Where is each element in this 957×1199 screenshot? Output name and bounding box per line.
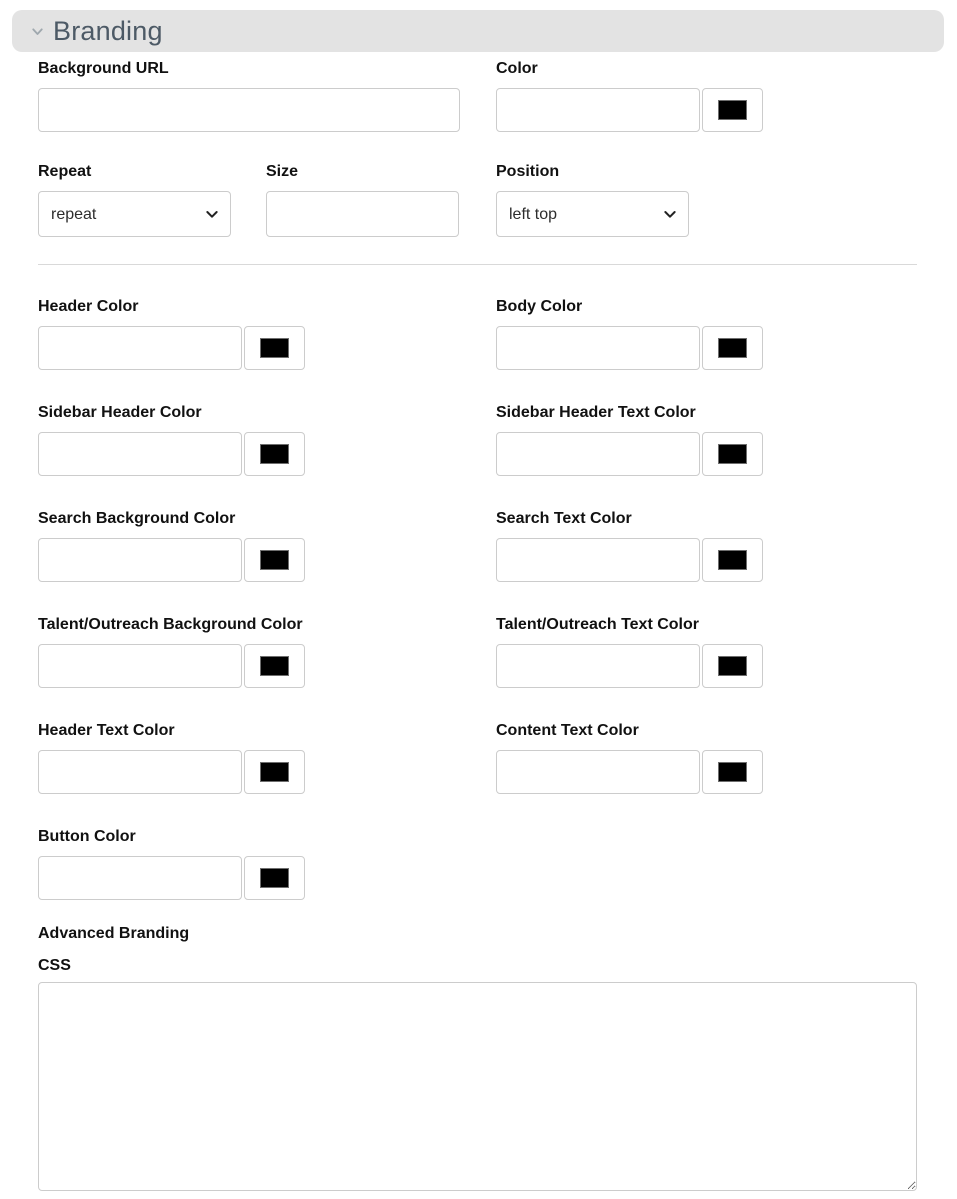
position-label: Position (496, 163, 560, 180)
talent-outreach-background-color-input[interactable] (38, 644, 242, 688)
color-swatch (260, 868, 289, 888)
header-text-color-label: Header Text Color (38, 722, 175, 739)
content-text-color-label: Content Text Color (496, 722, 639, 739)
talent-outreach-background-color-label: Talent/Outreach Background Color (38, 616, 303, 633)
search-background-color-input[interactable] (38, 538, 242, 582)
color-swatch (260, 762, 289, 782)
divider (38, 264, 917, 265)
repeat-select[interactable] (38, 191, 231, 237)
search-text-color-input[interactable] (496, 538, 700, 582)
body-color-swatch-button[interactable] (702, 326, 763, 370)
body-color-label: Body Color (496, 298, 583, 315)
search-text-color-swatch-button[interactable] (702, 538, 763, 582)
css-label: CSS (38, 957, 71, 974)
color-swatch (260, 550, 289, 570)
color-swatch (260, 656, 289, 676)
content-text-color-swatch-button[interactable] (702, 750, 763, 794)
sidebar-header-text-color-label: Sidebar Header Text Color (496, 404, 696, 421)
color-swatch (718, 656, 747, 676)
css-textarea[interactable] (38, 982, 917, 1191)
background-url-label: Background URL (38, 60, 169, 77)
color-swatch (718, 100, 747, 120)
button-color-label: Button Color (38, 828, 136, 845)
content-text-color-input[interactable] (496, 750, 700, 794)
talent-outreach-text-color-swatch-button[interactable] (702, 644, 763, 688)
header-color-label: Header Color (38, 298, 139, 315)
sidebar-header-color-swatch-button[interactable] (244, 432, 305, 476)
header-color-swatch-button[interactable] (244, 326, 305, 370)
search-background-color-label: Search Background Color (38, 510, 236, 527)
sidebar-header-color-input[interactable] (38, 432, 242, 476)
search-background-color-swatch-button[interactable] (244, 538, 305, 582)
body-color-input[interactable] (496, 326, 700, 370)
background-color-input[interactable] (496, 88, 700, 132)
color-swatch (260, 444, 289, 464)
sidebar-header-text-color-input[interactable] (496, 432, 700, 476)
button-color-input[interactable] (38, 856, 242, 900)
header-color-input[interactable] (38, 326, 242, 370)
repeat-label: Repeat (38, 163, 92, 180)
color-swatch (260, 338, 289, 358)
sidebar-header-text-color-swatch-button[interactable] (702, 432, 763, 476)
position-select[interactable] (496, 191, 689, 237)
background-color-swatch-button[interactable] (702, 88, 763, 132)
color-swatch (718, 338, 747, 358)
search-text-color-label: Search Text Color (496, 510, 632, 527)
header-text-color-input[interactable] (38, 750, 242, 794)
button-color-swatch-button[interactable] (244, 856, 305, 900)
color-swatch (718, 550, 747, 570)
sidebar-header-color-label: Sidebar Header Color (38, 404, 202, 421)
background-color-label: Color (496, 60, 538, 77)
advanced-branding-heading: Advanced Branding (38, 925, 190, 942)
branding-section-header[interactable] (12, 10, 944, 52)
size-label: Size (266, 163, 299, 180)
color-swatch (718, 762, 747, 782)
talent-outreach-text-color-input[interactable] (496, 644, 700, 688)
color-swatch (718, 444, 747, 464)
section-title: Branding (53, 15, 163, 46)
talent-outreach-text-color-label: Talent/Outreach Text Color (496, 616, 699, 633)
header-text-color-swatch-button[interactable] (244, 750, 305, 794)
talent-outreach-background-color-swatch-button[interactable] (244, 644, 305, 688)
size-input[interactable] (266, 191, 459, 237)
chevron-down-icon (29, 23, 46, 40)
background-url-input[interactable] (38, 88, 460, 132)
